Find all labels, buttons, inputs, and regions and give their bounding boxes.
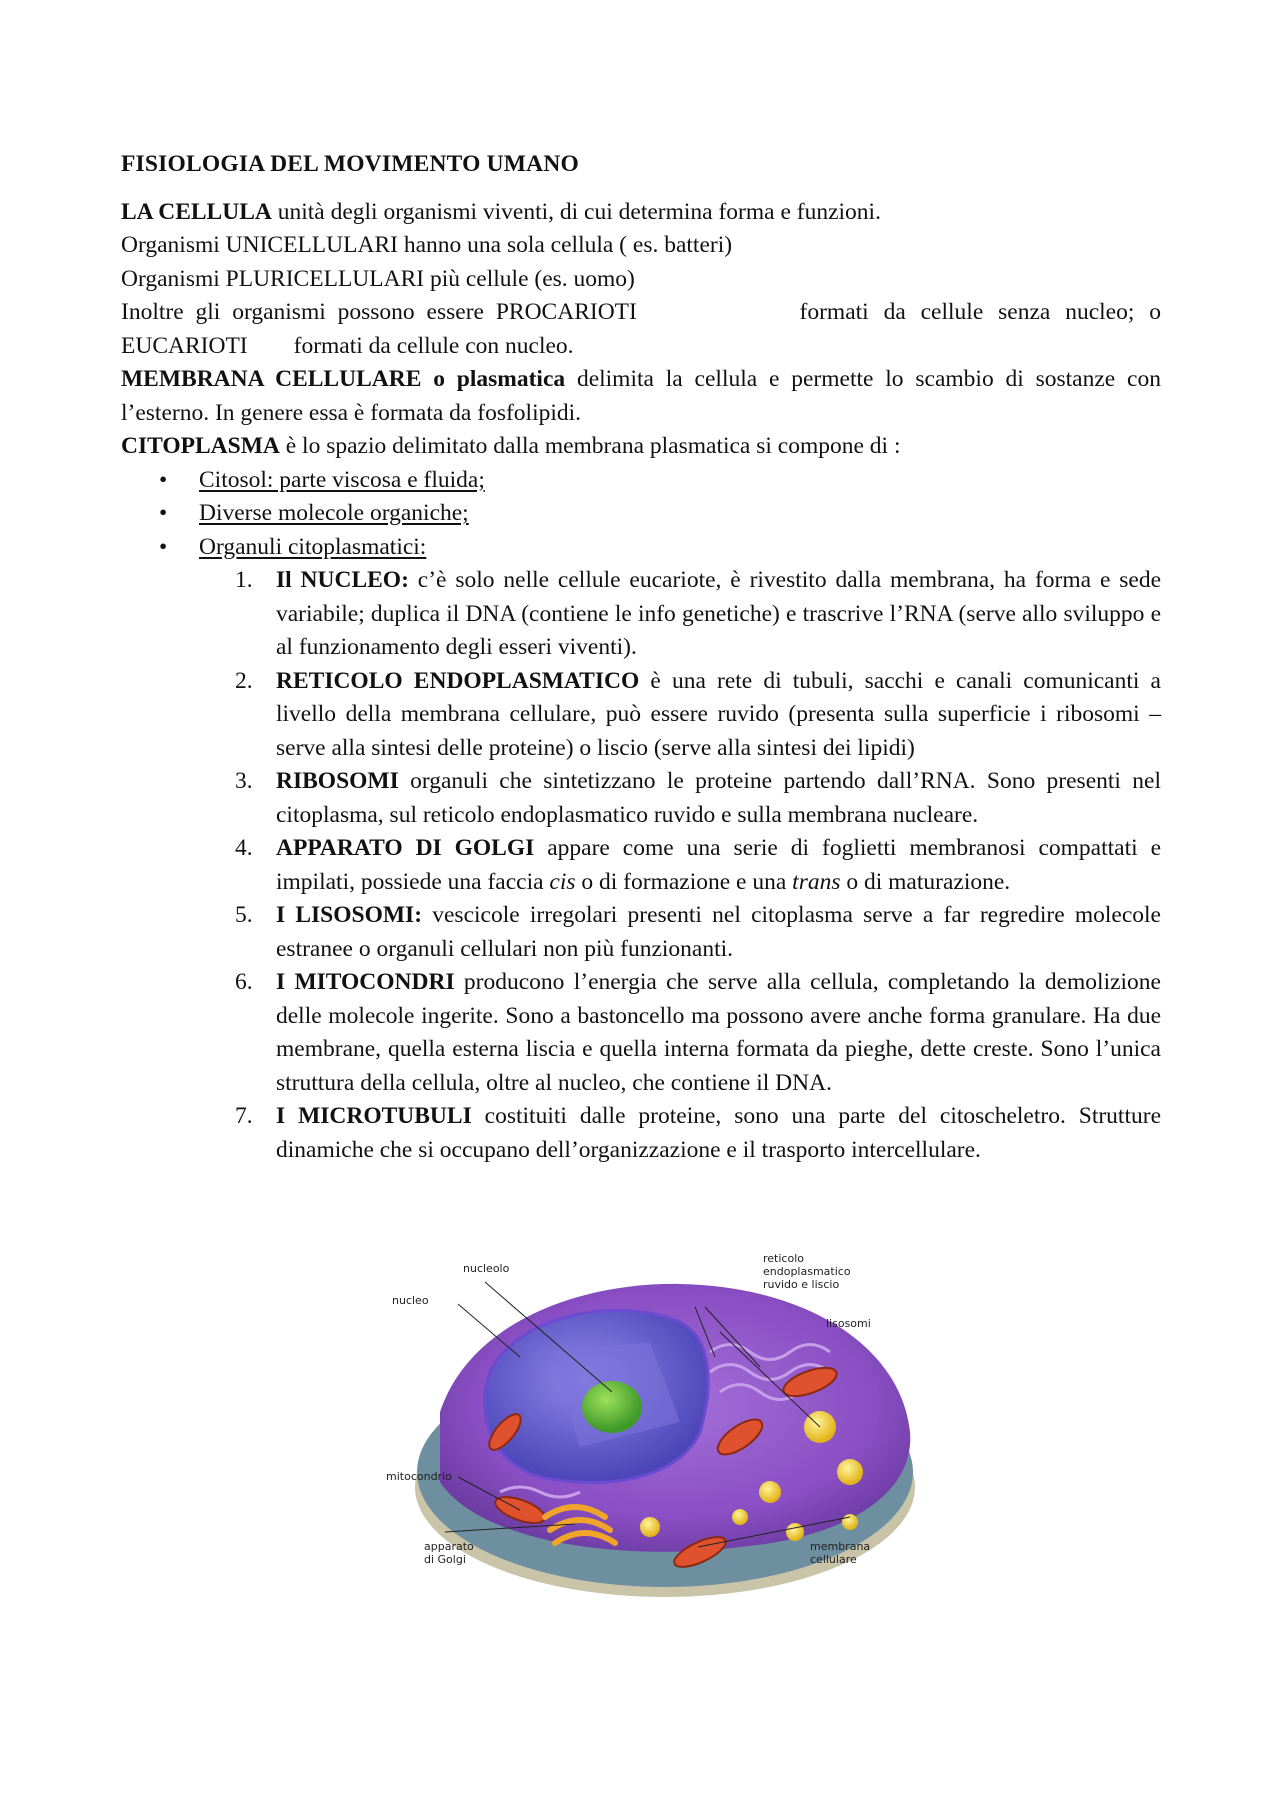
page-title: FISIOLOGIA DEL MOVIMENTO UMANO [121, 151, 579, 177]
term-membrana: MEMBRANA CELLULARE o plasmatica [121, 366, 566, 392]
lysosome-shape [759, 1481, 781, 1503]
list-number: 3. [235, 768, 253, 794]
term-citoplasma: CITOPLASMA [121, 433, 280, 459]
lysosome-shape [732, 1509, 748, 1525]
bullet-icon: • [159, 533, 168, 560]
bullet-icon: • [159, 500, 168, 526]
organelle-text: c’è solo nelle cellule eucariote, è rivestito dalla membrana, ha forma e sede variabile; duplica il DNA (contiene le info genetiche) e trascrive l’RNA (serve allo sviluppo e al funzionamento degli esseri viventi). [276, 567, 1161, 660]
organelle-text: organuli che sintetizzano le proteine partendo dall’RNA. Sono presenti nel citoplasma, sul reticolo endoplasmatico ruvido e sulla membrana nucleare. [276, 768, 1161, 828]
organelle-text: è una rete di tubuli, sacchi e canali comunicanti a livello della membrana cellulare, può essere ruvido (presenta sulla superficie i ribosomi – serve alla sintesi delle proteine) o liscio (serve alla sintesi dei lipidi) [276, 667, 1161, 761]
cell-diagram [380, 1252, 940, 1612]
lysosome-shape [786, 1523, 804, 1541]
list-number: 6. [235, 969, 253, 995]
label-lisosomi: lisosomi [826, 1317, 871, 1330]
list-number: 4. [235, 835, 253, 861]
list-number: 1. [235, 567, 253, 593]
paragraph-pluricellulari: Organismi PLURICELLULARI più cellule (es. uomo) [121, 265, 635, 292]
organelle-term: RIBOSOMI [276, 768, 399, 794]
list-item [121, 531, 1161, 565]
label-mitocondrio: mitocondrio [386, 1470, 452, 1483]
organelle-item-mitocondri [121, 966, 1161, 1100]
label-nucleo: nucleo [392, 1294, 429, 1307]
paragraph-procarioti [121, 296, 1161, 330]
text-eucarioti-def: formati da cellule con nucleo. [293, 332, 574, 359]
text-citoplasma: è lo spazio delimitato dalla membrana plasmatica si compone di : [279, 433, 901, 459]
organelle-text: o di formazione e una [575, 868, 793, 895]
paragraph-eucarioti [121, 330, 1161, 364]
organelle-text: costituiti dalle proteine, sono una parte del citoscheletro. Strutture dinamiche che si occupano dell’organizzazione e il trasporto intercellulare. [276, 1103, 1161, 1163]
term-trans: trans [792, 868, 841, 895]
list-item [121, 464, 1161, 498]
organelle-item-lisosomi [121, 899, 1161, 966]
text-membrana: delimita la cellula e permette lo scambio di sostanze con l’esterno. In genere essa è formata da fosfolipidi. [121, 366, 1161, 426]
text-procarioti: Inoltre gli organismi possono essere PROCARIOTI [121, 299, 637, 325]
list-number: 2. [235, 667, 253, 694]
term-cellula: LA CELLULA [121, 198, 272, 225]
list-number: 7. [235, 1103, 253, 1129]
list-number: 5. [235, 902, 253, 928]
text-procarioti-def: formati da cellule senza nucleo; o [799, 299, 1161, 325]
lysosome-shape [640, 1517, 660, 1537]
organelle-item-reticolo [121, 665, 1161, 766]
organelle-text: appare come una serie di foglietti membranosi compattati e impilati, possiede una faccia [276, 835, 1161, 895]
text-cellula: unità degli organismi viventi, di cui determina forma e funzioni. [271, 198, 881, 225]
paragraph-cellula [121, 196, 1161, 230]
organelle-item-ribosomi [121, 765, 1161, 832]
list-item [121, 497, 1161, 531]
organelle-text: vescicole irregolari presenti nel citoplasma serve a far regredire molecole estranee o organuli cellulari non più funzionanti. [276, 902, 1161, 962]
paragraph-membrana [121, 363, 1161, 430]
organelle-term: APPARATO DI GOLGI [276, 835, 535, 861]
text-eucarioti: EUCARIOTI [121, 332, 248, 359]
paragraph-unicellulari: Organismi UNICELLULARI hanno una sola cellula ( es. batteri) [121, 232, 733, 258]
bullet-icon: • [159, 466, 168, 493]
organelle-list [121, 564, 1161, 1167]
organelle-term: I MITOCONDRI [276, 969, 455, 995]
organelle-term: RETICOLO ENDOPLASMATICO [276, 667, 640, 694]
citoplasma-list [121, 464, 1161, 565]
term-cis: cis [549, 868, 576, 895]
organelle-item-golgi [121, 832, 1161, 899]
lysosome-shape [842, 1514, 858, 1530]
organelle-text: o di maturazione. [840, 868, 1011, 895]
nucleolus-shape [582, 1381, 642, 1433]
label-reticolo: reticolo endoplasmatico ruvido e liscio [763, 1252, 851, 1291]
bullet-text: Citosol: parte viscosa e fluida; [199, 466, 485, 493]
bullet-text: Organuli citoplasmatici: [199, 533, 427, 560]
label-membrana: membrana cellulare [810, 1540, 871, 1566]
organelle-term: Il NUCLEO: [276, 567, 409, 593]
document-body [121, 148, 1161, 1167]
lysosome-shape [837, 1459, 863, 1485]
paragraph-citoplasma [121, 430, 1161, 464]
bullet-text: Diverse molecole organiche; [199, 500, 469, 526]
organelle-text: producono l’energia che serve alla cellula, completando la demolizione delle molecole ingerite. Sono a bastoncello ma possono avere anche forma granulare. Ha due membrane, quella esterna liscia e quella interna formata da pieghe, dette creste. Sono l’unica struttura della cellula, oltre al nucleo, che contiene il DNA. [276, 969, 1161, 1096]
organelle-item-nucleo [121, 564, 1161, 665]
label-golgi: apparato di Golgi [424, 1540, 474, 1566]
organelle-term: I MICROTUBULI [276, 1103, 472, 1129]
label-nucleolo: nucleolo [463, 1262, 510, 1275]
organelle-term: I LISOSOMI: [276, 902, 423, 928]
organelle-item-microtubuli [121, 1100, 1161, 1167]
